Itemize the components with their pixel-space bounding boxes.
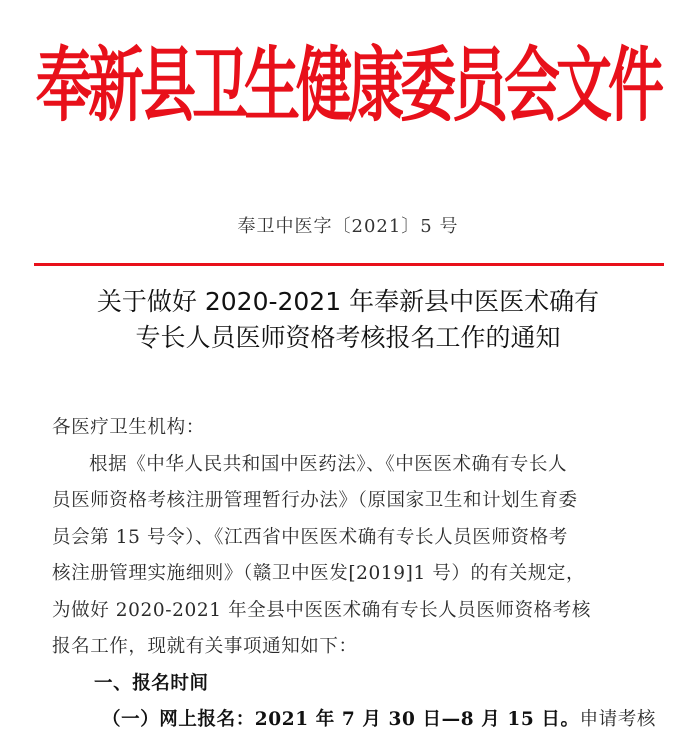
subsection-online-registration bbox=[52, 702, 656, 739]
document-masthead bbox=[36, 10, 660, 150]
red-divider-rule bbox=[34, 263, 664, 266]
body-line: 根据《中华人民共和国中医药法》、《中医医术确有专长人 bbox=[89, 453, 568, 475]
body-line: 员医师资格考核注册管理暂行办法》（原国家卫生和计划生育委 bbox=[52, 490, 578, 511]
notice-title-line-1: 关于做好 2020-2021 年奉新县中医医术确有 bbox=[96, 287, 600, 316]
body-line: 报名工作，现就有关事项通知如下： bbox=[52, 636, 358, 657]
body-line: 员会第 15 号令）、《江西省中医医术确有专长人员医师资格考 bbox=[52, 526, 568, 548]
body-line: 核注册管理实施细则》（赣卫中医发[2019]1 号）的有关规定， bbox=[52, 563, 586, 584]
subsection-online-registration-label: （一）网上报名：2021 年 7 月 30 日—8 月 15 日。 bbox=[102, 709, 580, 730]
subsection-online-registration-text: 申请考核 bbox=[579, 709, 656, 730]
document-number: 奉卫中医字〔2021〕5 号 bbox=[237, 216, 459, 237]
notice-body bbox=[52, 410, 656, 739]
section-heading-registration-time: 一、报名时间 bbox=[94, 672, 209, 694]
salutation: 各医疗卫生机构： bbox=[52, 417, 205, 438]
masthead-title: 奉新县卫生健康委员会文件 bbox=[36, 39, 660, 134]
notice-title bbox=[0, 284, 696, 356]
body-line: 为做好 2020-2021 年全县中医医术确有专长人员医师资格考核 bbox=[52, 599, 591, 621]
notice-title-line-2: 专长人员医师资格考核报名工作的通知 bbox=[135, 323, 561, 352]
